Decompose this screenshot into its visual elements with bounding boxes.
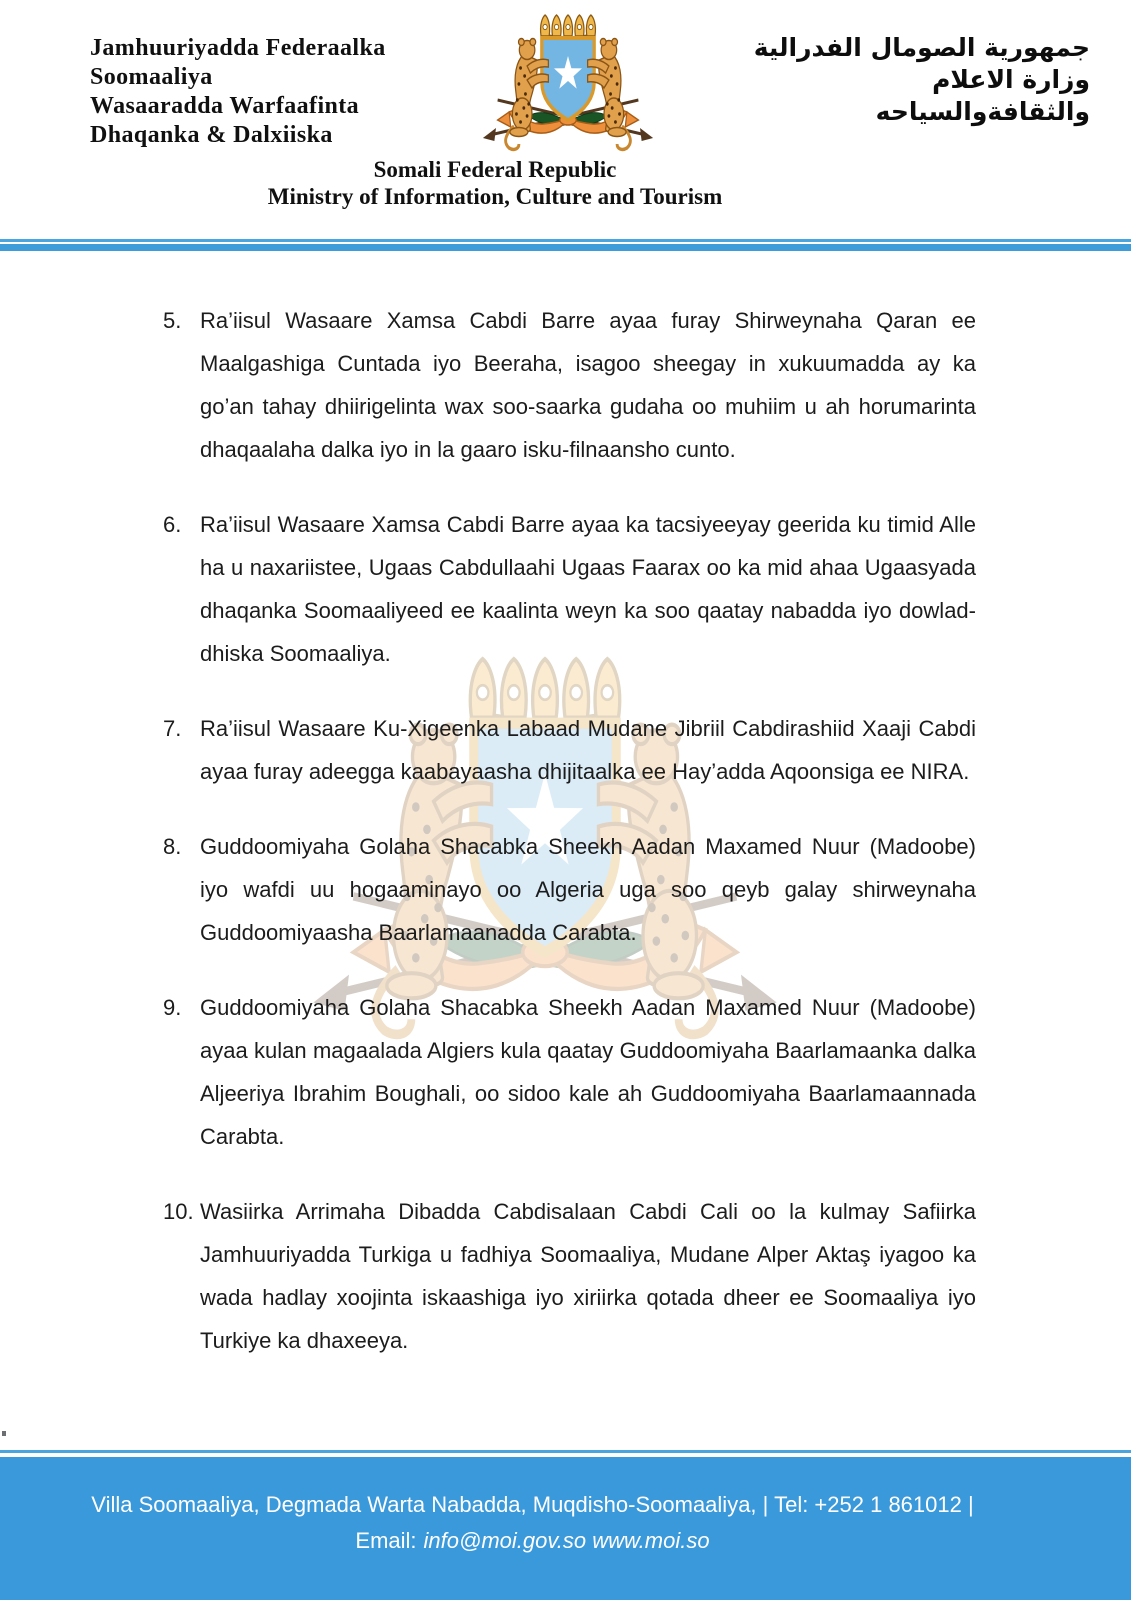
list-item (163, 825, 976, 954)
ministry-name-arabic (754, 32, 1090, 128)
footer-email-line (0, 1523, 1065, 1559)
ministry-name-somali-line3: Wasaaradda Warfaafinta (90, 93, 360, 119)
list-item-number: 8. (163, 834, 182, 859)
list-item-text: Ra’iisul Wasaare Xamsa Cabdi Barre ayaa ka tacsiyeeyay geerida ku timid Alle ha u naxariistee, Ugaas Cabdullaahi Ugaas Faarax oo ka mid ahaa Ugaasyada dhaqanka Soomaaliyeed ee kaalinta weyn ka soo qaatay nabadda iyo dowlad-dhiska Soomaaliya. (200, 512, 976, 666)
list-item (163, 1190, 976, 1362)
footer (0, 1457, 1131, 1600)
ministry-name-somali-line4: Dhaqanka & Dalxiiska (90, 122, 333, 148)
somali-coat-of-arms-icon (478, 10, 658, 155)
list-item (163, 986, 976, 1158)
header-divider-thick-line (0, 244, 1131, 251)
stray-mark (2, 1431, 6, 1436)
footer-contact-info (0, 1457, 1131, 1559)
ministry-name-arabic-line3: والثقافةوالسياحه (875, 97, 1090, 126)
list-item-number: 6. (163, 512, 182, 537)
news-item-list (163, 299, 976, 1394)
footer-address-line: Villa Soomaaliya, Degmada Warta Nabadda, Muqdisho-Soomaaliya, | Tel: +252 1 861012 | (91, 1492, 974, 1517)
list-item-number: 7. (163, 716, 182, 741)
list-item (163, 503, 976, 675)
footer-email-value: info@moi.gov.so www.moi.so (423, 1528, 710, 1553)
list-item-text: Wasiirka Arrimaha Dibadda Cabdisalaan Cabdi Cali oo la kulmay Safiirka Jamhuuriyadda Turkiga u fadhiya Soomaaliya, Mudane Alper Aktaş iyagoo ka wada hadlay xoojinta iskaashiga iyo xiriirka qotada dheer ee Soomaaliya iyo Turkiye ka dhaxeeya. (200, 1199, 976, 1353)
list-item-number: 10. (163, 1199, 194, 1224)
ministry-name-somali (90, 34, 386, 150)
list-item-text: Ra’iisul Wasaare Ku-Xigeenka Labaad Mudane Jibriil Cabdirashiid Xaaji Cabdi ayaa furay adeegga kaabayaasha dhijitaalka ee Hay’adda Aqoonsiga ee NIRA. (200, 716, 976, 784)
header-divider (0, 239, 1131, 251)
ministry-title-english (60, 156, 930, 210)
ministry-name-arabic-line1: جمهورية الصومال الفدرالية (753, 33, 1090, 62)
list-item-number: 9. (163, 995, 182, 1020)
ministry-name-somali-line1: Jamhuuriyadda Federaalka (90, 35, 386, 61)
list-item (163, 707, 976, 793)
coat-of-arms-logo (478, 10, 658, 160)
list-item-text: Guddoomiyaha Golaha Shacabka Sheekh Aadan Maxamed Nuur (Madoobe) iyo wafdi uu hogaaminayo oo Algeria uga soo qeyb galay shirweynaha Guddoomiyaasha Baarlamaanadda Carabta. (200, 834, 976, 945)
list-item (163, 299, 976, 471)
footer-divider-gap (0, 1453, 1131, 1455)
title-line1: Somali Federal Republic (373, 157, 617, 182)
list-item-number: 5. (163, 308, 182, 333)
ministry-name-somali-line2: Soomaaliya (90, 64, 213, 90)
title-line2: Ministry of Information, Culture and Tourism (267, 184, 723, 209)
list-item-text: Ra’iisul Wasaare Xamsa Cabdi Barre ayaa furay Shirweynaha Qaran ee Maalgashiga Cuntada iyo Beeraha, isagoo sheegay in xukuumadda ay ka go’an tahay dhiirigelinta wax soo-saarka gudaha oo muhiim u ah horumarinta dhaqaalaha dalka iyo in la gaaro isku-filnaansho cunto. (200, 308, 976, 462)
footer-divider (0, 1450, 1131, 1455)
ministry-name-arabic-line2: وزارة الاعلام (932, 65, 1090, 94)
list-item-text: Guddoomiyaha Golaha Shacabka Sheekh Aadan Maxamed Nuur (Madoobe) ayaa kulan magaalada Algiers kula qaatay Guddoomiyaha Baarlamaanka dalka Aljeeriya Ibrahim Boughali, oo sidoo kale ah Guddoomiyaha Baarlamaannada Carabta. (200, 995, 976, 1149)
footer-email-label: Email: (355, 1528, 417, 1553)
